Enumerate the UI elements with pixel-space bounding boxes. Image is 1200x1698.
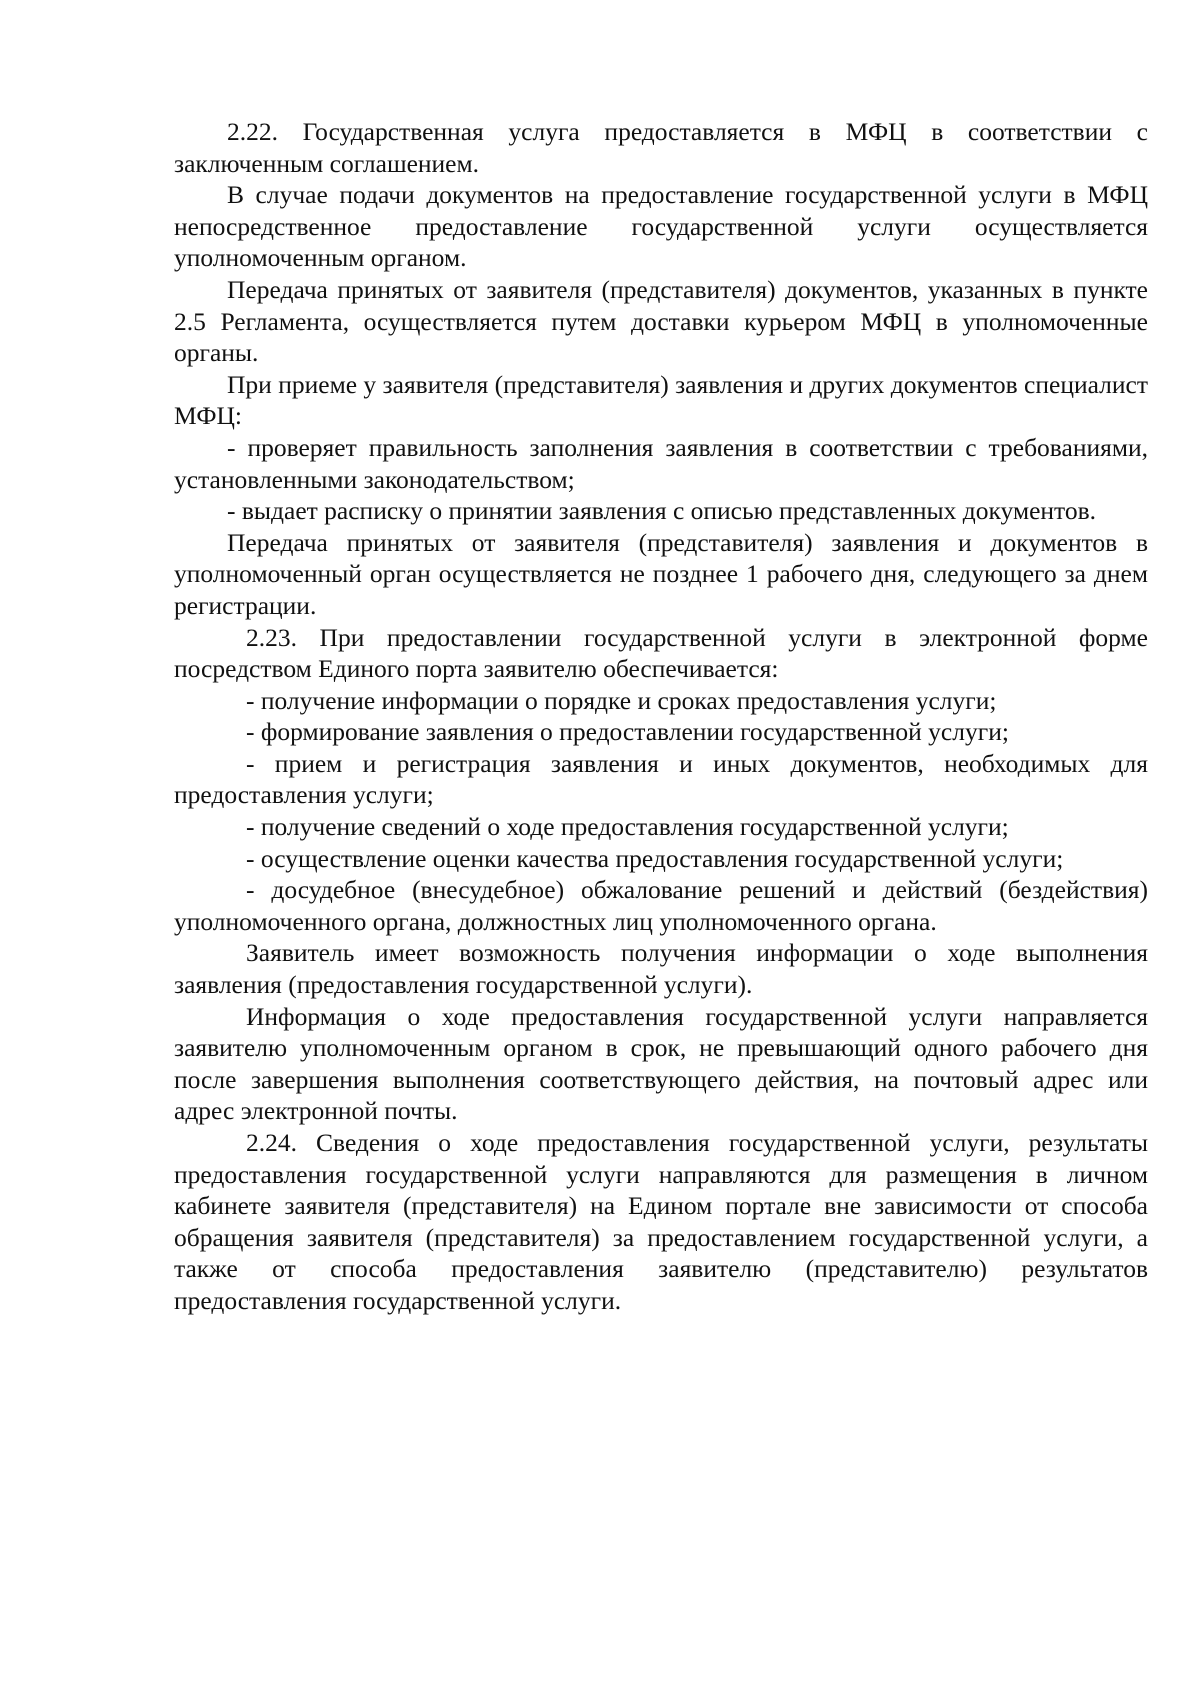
paragraph-reception-intro: При приеме у заявителя (представителя) заявления и других документов специалист МФЦ: [174,369,1148,431]
list-item-quality-assessment: - осуществление оценки качества предоставления государственной услуги; [246,843,1064,873]
list-item-issue-receipt: - выдает расписку о принятии заявления с описью представленных документов. [227,496,1097,526]
paragraph-2-22: 2.22. Государственная услуга предоставляется в МФЦ в соответствии с заключенным соглашением. [174,117,1148,178]
list-item-info-receipt: - получение информации о порядке и сроках предоставления услуги; [246,685,997,715]
list-item-check-correctness: - проверяет правильность заполнения заявления в соответствии с требованиями, установленными законодательством; [174,432,1148,494]
paragraph-mfc-submission: В случае подачи документов на предоставление государственной услуги в МФЦ непосредственное предоставление государственной услуги осуществляется уполномоченным органом. [174,180,1148,273]
paragraph-2-23: 2.23. При предоставлении государственной услуги в электронной форме посредством Единого порта заявителю обеспечивается: [174,622,1148,684]
list-item-application-forming: - формирование заявления о предоставлении государственной услуги; [246,717,1009,747]
document-page [174,116,1148,1317]
paragraph-applicant-info: Заявитель имеет возможность получения информации о ходе выполнения заявления (предоставления государственной услуги). [174,938,1148,1000]
list-item-progress-info: - получение сведений о ходе предоставления государственной услуги; [246,812,1009,842]
list-item-appeal: - досудебное (внесудебное) обжалование решений и действий (бездействия) уполномоченного органа, должностных лиц уполномоченного органа. [174,875,1148,936]
paragraph-document-transfer: Передача принятых от заявителя (представителя) документов, указанных в пункте 2.5 Регламента, осуществляется путем доставки курьером МФЦ в уполномоченные органы. [174,274,1148,368]
paragraph-transfer-deadline: Передача принятых от заявителя (представителя) заявления и документов в уполномоченный орган осуществляется не позднее 1 рабочего дня, следующего за днем регистрации. [174,527,1148,620]
paragraph-progress-notification: Информация о ходе предоставления государственной услуги направляется заявителю уполномоченным органом в срок, не превышающий одного рабочего дня после завершения выполнения соответствующего действия, на почтовый адрес или адрес электронной почты. [174,1001,1148,1126]
paragraph-2-24: 2.24. Сведения о ходе предоставления государственной услуги, результаты предоставления государственной услуги направляются для размещения в личном кабинете заявителя (представителя) на Едином портале вне зависимости от способа обращения заявителя (представителя) за предоставлением государственной услуги, а также от способа предоставления заявителю (представителю) результатов предоставления государственной услуги. [174,1128,1148,1315]
list-item-registration: - прием и регистрация заявления и иных документов, необходимых для предоставления услуги; [174,748,1148,810]
